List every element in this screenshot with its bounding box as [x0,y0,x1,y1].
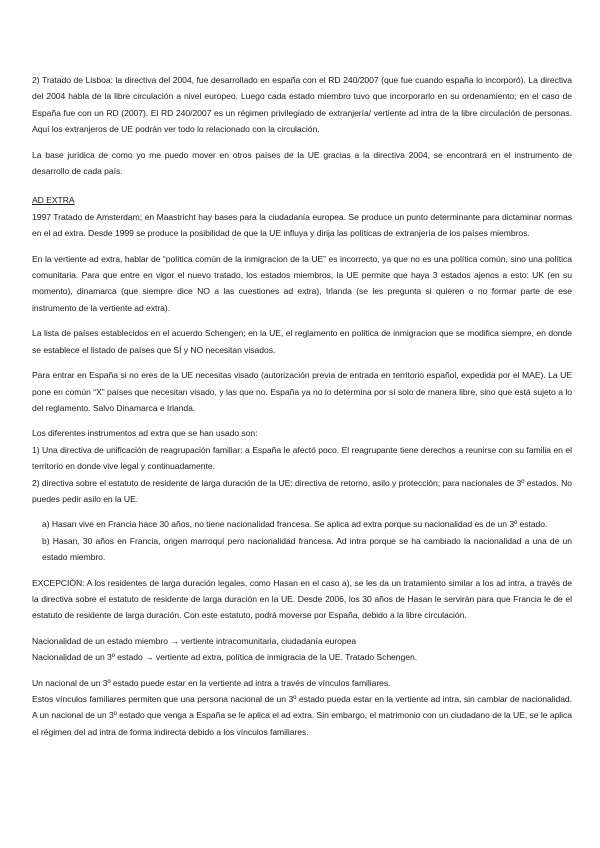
example-b-hasan: b) Hasan, 30 años en Francia, origen marroquí pero nacionalidad francesa. Ad intra porque se ha cambiado la nacionalidad a una de un estado miembro. [42,535,572,563]
line-nacionalidad-tercer-estado: Nacionalidad de un 3º estado → vertiente ad extra, política de inmigracia de la UE. Tratado Schengen. [32,652,418,663]
list-item-reagrupacion: 1) Una directiva de unificación de reagrupación familiar: a España le afectó poco. El reagrupante tiene derechos a reunirse con su familia en el territorio en donde vive legal y continuadamente. [32,444,572,472]
paragraph-visado: Para entrar en España si no eres de la UE necesitas visado (autorización previa de entrada en territorio español, expedida por el MAE). La UE pone en común “X” países que necesitan visado, y las que no. España ya no lo determina por sí solo de manera libre, sino que está sujeto a lo del reglamento. Salvo Dinamarca e Irlanda. [32,370,572,413]
document-page [32,72,572,740]
paragraph-vinculos-intro: Un nacional de un 3º estado puede estar en la vertiente ad intra a través de vínculos familiares. [32,677,391,688]
line-nacionalidad-estado-miembro: Nacionalidad de un estado miembro → vertiente intracomunitaria, ciudadanía europea [32,635,357,646]
section-heading-ad-extra: AD EXTRA [32,195,75,206]
paragraph-politica-comun: En la vertiente ad extra, hablar de “política común de la inmigracion de la UE” es incorrecto, ya que no es una política común, sino una política comunitaria. Para que entre en vigor el nuevo tratado, los estados miembros, la UE permite que haya 3 estados ajenos a esto: UK (en su momento), dinamarca (que siempre dice NO a las cuestiones ad extra), Irlanda (se les pregunta si quieren o no formar parte de ese instrumento de la vertiente ad extra). [32,253,572,313]
paragraph-base-juridica: La base jurídica de como yo me puedo mover en otros países de la UE gracias a la directiva 2004, se encontrará en el instrumento de desarrollo de cada país. [32,149,572,177]
paragraph-instrumentos-intro: Los diferentes instrumentos ad extra que se han usado son: [32,428,258,439]
paragraph-excepcion: EXCEPCIÓN: A los residentes de larga duración legales, como Hasan en el caso a), se les da un tratamiento similar a los ad intra, a través de la directiva sobre el estatuto de residente de larga duración en la UE. Desde 2006, los 30 años de Hasan le servirán para que Francia le de el estatuto de residente de larga duración. Con este estatuto, podrá moverse por España, debido a la libre circulación. [32,577,572,621]
list-item-residente-larga-duracion: 2) directiva sobre el estatuto de residente de larga duración de la UE: directiva de retorno, asilo y protección; para nacionales de 3º estados. No puedes pedir asilo en la UE. [32,477,572,504]
paragraph-schengen: La lista de países establecidos en el acuerdo Schengen; en la UE, el reglamento en política de inmigracion que se modifica siempre, en donde se establece el listado de países que SÍ y NO necesitan visados. [32,328,572,355]
paragraph-lisboa: 2) Tratado de Lisboa: la directiva del 2004, fue desarrollado en españa con el RD 240/2007 (que fue cuando españa lo incorporó). La directiva del 2004 habla de la libre circulación a nivel europeo. Luego cada estado miembro tuvo que incorporarlo en su ordenamiento; en el caso de España fue con un RD (2007). El RD 240/2007 es un régimen privilegiado de extranjería/ vertiente ad intra de la libre circulación de personas. Aquí los extranjeros de UE podrán ver todo lo relacionado con la circulación. [32,75,572,135]
paragraph-amsterdam: 1997 Tratado de Amsterdam; en Maastricht hay bases para la ciudadanía europea. Se produce un punto determinante para dictaminar normas en el ad extra. Desde 1999 se produce la posibilidad de que la UE influya y dirija las políticas de extranjería de los países miembros. [32,211,572,239]
example-a-hasan: a) Hasan vive en Francia hace 30 años, no tiene nacionalidad francesa. Se aplica ad extra porque su nacionalidad es de un 3º estado. [42,519,548,530]
paragraph-vinculos-familiares: Estos vínculos familiares permiten que una persona nacional de un 3º estado pueda estar en la vertiente ad intra, sin cambiar de nacionalidad. A un nacional de un 3º estado que venga a España se le aplica el ad extra. Sin embargo, el matrimonio con un ciudadano de la UE, se le aplica el régimen del ad intra de forma indirecta debido a los vínculos familiares. [32,694,572,737]
